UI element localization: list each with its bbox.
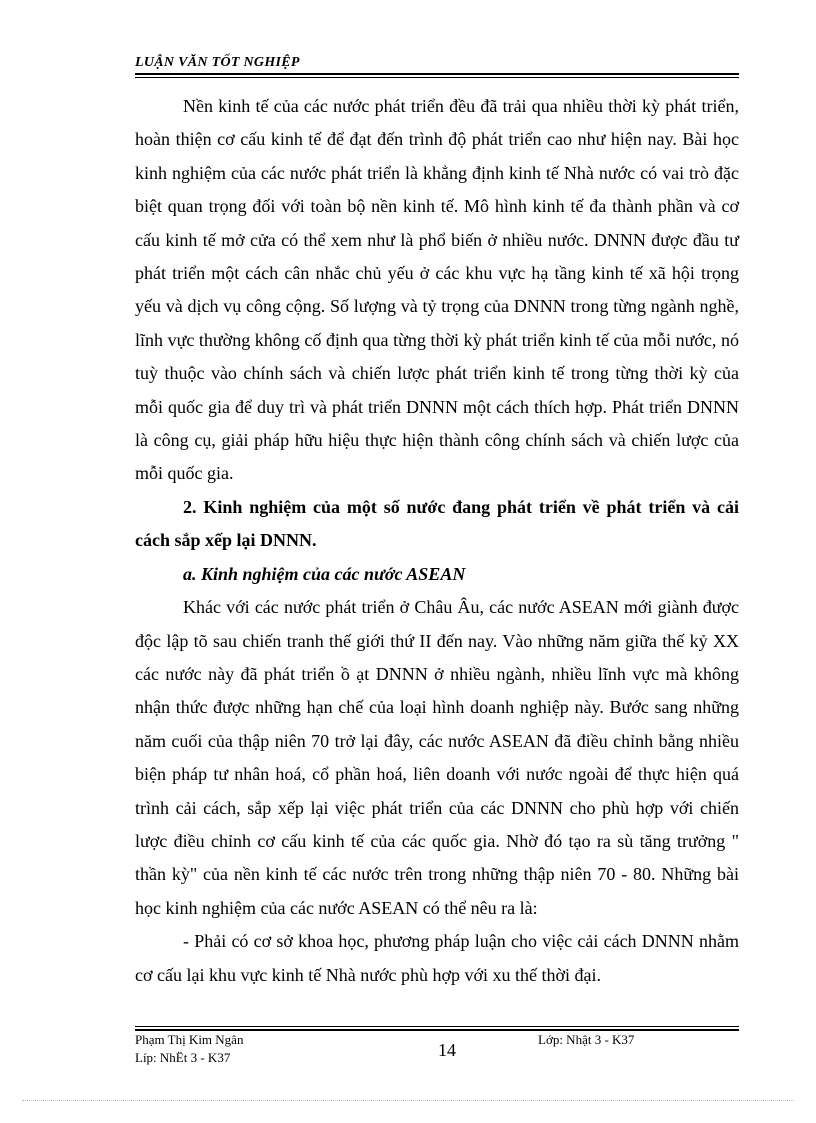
running-header-title: LUẬN VĂN TỐT NGHIỆP [135, 55, 300, 70]
header-rule-thin [135, 77, 739, 78]
footer-class-left: Líp: NhËt 3 - K37 [135, 1050, 231, 1065]
section-heading: 2. Kinh nghiệm của một số nước đang phát triển về phát triển và cải cách sắp xếp lại DNNN. [135, 496, 739, 551]
footer-author: Phạm Thị Kim Ngân [135, 1032, 244, 1047]
subsection-heading: a. Kinh nghiệm của các nước ASEAN [183, 563, 466, 584]
footer-class-right: Lớp: Nhật 3 - K37 [538, 1032, 635, 1047]
page-body [135, 90, 739, 992]
header-rule-thick [135, 73, 739, 75]
paragraph-lesson-1: - Phải có cơ sở khoa học, phương pháp luận cho việc cải cách DNNN nhằm cơ cấu lại khu vực kinh tế Nhà nước phù hợp với xu thế thời đại. [135, 931, 739, 985]
paragraph-developed-countries: Nền kinh tế của các nước phát triển đều đã trải qua nhiều thời kỳ phát triển, hoàn thiện cơ cấu kinh tế để đạt đến trình độ phát triển cao như hiện nay. Bài học kinh nghiệm của các nước phát triển là khẳng định kinh tế Nhà nước có vai trò đặc biệt quan trọng đối với toàn bộ nền kinh tế. Mô hình kinh tế đa thành phần và cơ cấu kinh tế mở cửa có thể xem như là phổ biến ở nhiều nước. DNNN được đầu tư phát triển một cách cân nhắc chủ yếu ở các khu vực hạ tầng kinh tế xã hội trọng yếu và dịch vụ công cộng. Số lượng và tỷ trọng của DNNN trong từng ngành nghề, lĩnh vực thường không cố định qua từng thời kỳ phát triển kinh tế của mỗi nước, nó tuỳ thuộc vào chính sách và chiến lược phát triển kinh tế trong từng thời kỳ của mỗi quốc gia để duy trì và phát triển DNNN một cách thích hợp. Phát triển DNNN là công cụ, giải pháp hữu hiệu thực hiện thành công chính sách và chiến lược của mỗi quốc gia. [135, 96, 739, 484]
paragraph-asean: Khác với các nước phát triển ở Châu Âu, các nước ASEAN mới giành được độc lập tõ sau chiến tranh thế giới thứ II đến nay. Vào những năm giữa thế kỷ XX các nước này đã phát triển ồ ạt DNNN ở nhiều ngành, nhiều lĩnh vực mà không nhận thức được những hạn chế của loại hình doanh nghiệp này. Bước sang những năm cuối của thập niên 70 trở lại đây, các nước ASEAN đã điều chỉnh bằng nhiều biện pháp tư nhân hoá, cổ phần hoá, liên doanh với nước ngoài để thực hiện quá trình cải cách, sắp xếp lại việc phát triển của các DNNN cho phù hợp với chiến lược điều chỉnh cơ cấu kinh tế của các quốc gia. Nhờ đó tạo ra sù tăng trưởng " thần kỳ" của nền kinh tế các nước trên trong những thập niên 70 - 80. Những bài học kinh nghiệm của các nước ASEAN có thể nêu ra là: [135, 597, 739, 918]
page-bottom-divider [22, 1100, 794, 1101]
page-number: 14 [438, 1040, 456, 1060]
footer-rule-thin [135, 1026, 739, 1027]
footer-rule-thick [135, 1029, 739, 1031]
